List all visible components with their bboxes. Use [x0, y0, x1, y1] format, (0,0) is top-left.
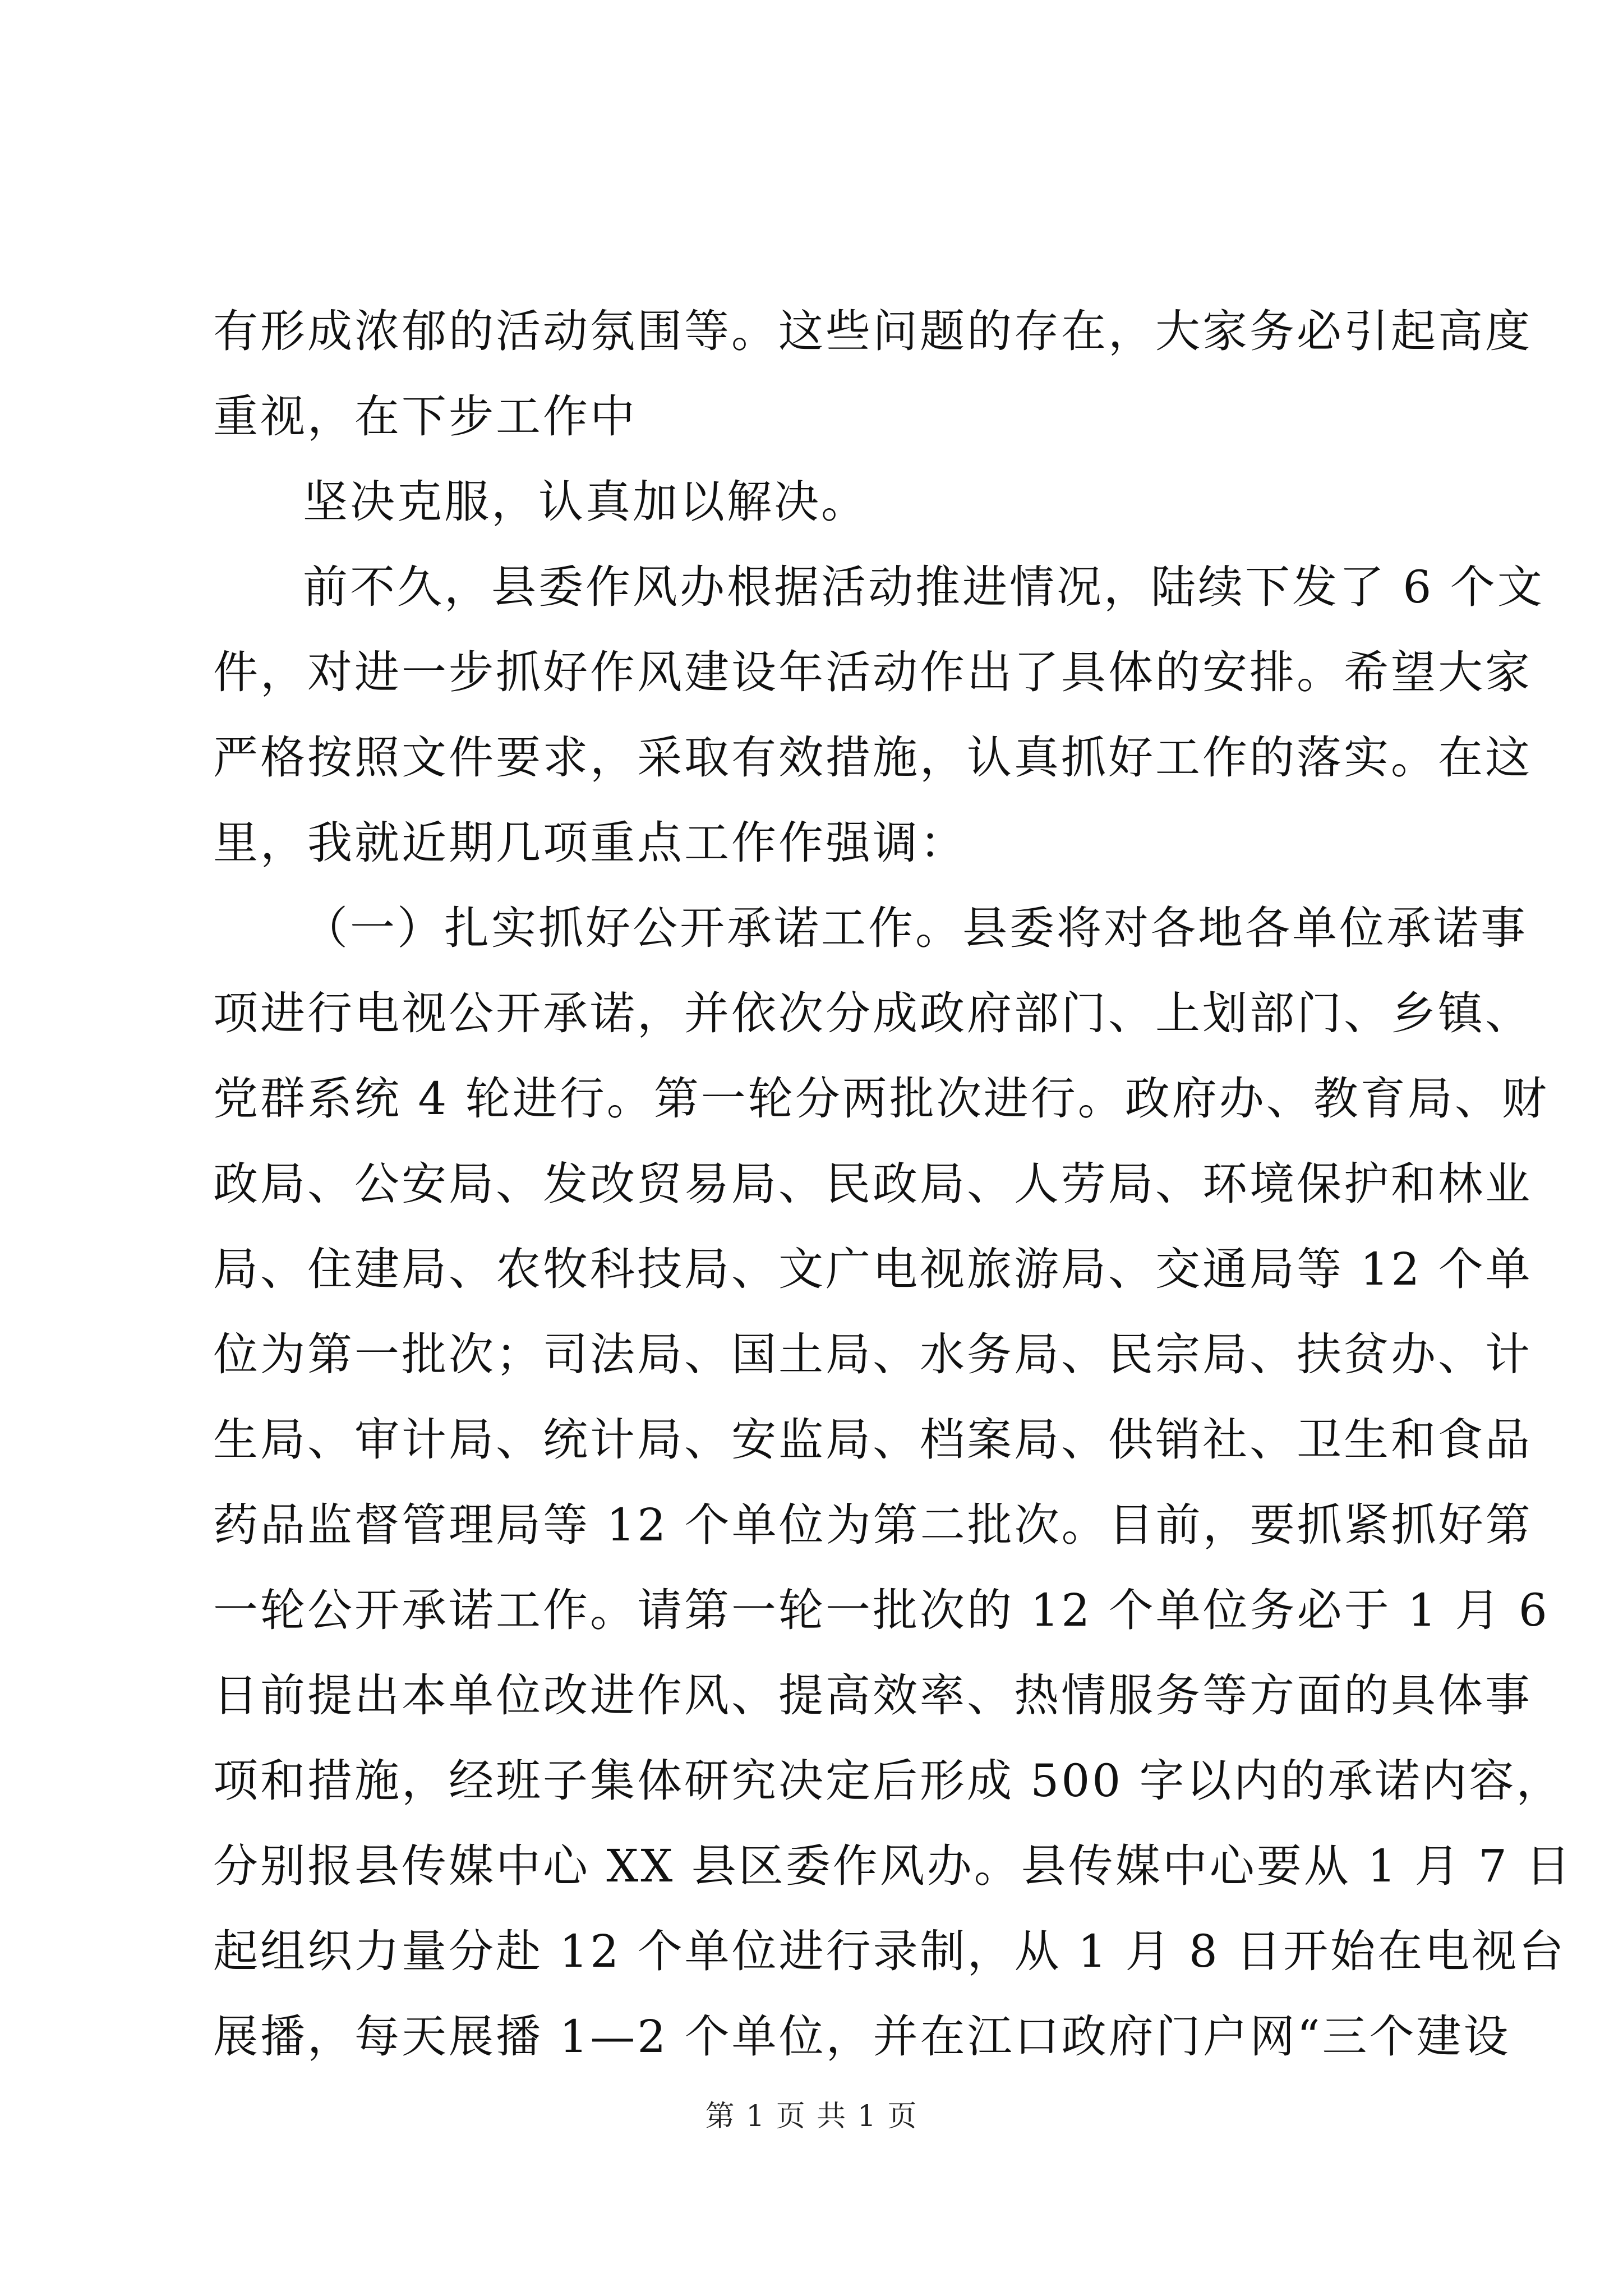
text-line: 位为第一批次；司法局、国土局、水务局、民宗局、扶贫办、计	[213, 1328, 1532, 1381]
text-line: 项进行电视公开承诺，并依次分成政府部门、上划部门、乡镇、	[213, 987, 1532, 1039]
text-line: 局、住建局、农牧科技局、文广电视旅游局、交通局等 12 个单	[213, 1243, 1533, 1295]
text-line: 重视，在下步工作中	[213, 390, 637, 443]
text-line: 一轮公开承诺工作。请第一轮一批次的 12 个单位务必于 1 月 6	[213, 1584, 1550, 1636]
text-line: 分别报县传媒中心 XX 县区委作风办。县传媒中心要从 1 月 7 日	[213, 1840, 1573, 1892]
text-line: 日前提出本单位改进作风、提高效率、热情服务等方面的具体事	[213, 1669, 1532, 1722]
text-line: 有形成浓郁的活动氛围等。这些问题的存在，大家务必引起高度	[213, 305, 1532, 357]
text-line: 党群系统 4 轮进行。第一轮分两批次进行。政府办、教育局、财	[213, 1073, 1549, 1125]
text-line: 坚决克服，认真加以解决。	[303, 476, 868, 528]
text-line: 药品监督管理局等 12 个单位为第二批次。目前，要抓紧抓好第	[213, 1499, 1533, 1551]
text-line: 政局、公安局、发改贸易局、民政局、人劳局、环境保护和林业	[213, 1158, 1532, 1210]
text-line: 展播，每天展播 1—2 个单位，并在江口政府门户网“三个建设	[213, 2010, 1511, 2063]
page-footer	[0, 2097, 1623, 2136]
text-line: 起组织力量分赴 12 个单位进行录制，从 1 月 8 日开始在电视台	[213, 1925, 1566, 1977]
page-number-label: 第 1 页 共 1 页	[705, 2100, 918, 2133]
text-line: 项和措施，经班子集体研究决定后形成 500 字以内的承诺内容，	[213, 1755, 1564, 1807]
text-line: （一）扎实抓好公开承诺工作。县委将对各地各单位承诺事	[303, 902, 1528, 954]
text-line: 件，对进一步抓好作风建设年活动作出了具体的安排。希望大家	[213, 646, 1532, 698]
text-line: 前不久，县委作风办根据活动推进情况，陆续下发了 6 个文	[303, 561, 1544, 613]
text-line: 生局、审计局、统计局、安监局、档案局、供销社、卫生和食品	[213, 1414, 1532, 1466]
document-body	[213, 289, 1573, 2079]
text-line: 严格按照文件要求，采取有效措施，认真抓好工作的落实。在这	[213, 731, 1532, 784]
text-line: 里，我就近期几项重点工作作强调：	[213, 817, 967, 869]
